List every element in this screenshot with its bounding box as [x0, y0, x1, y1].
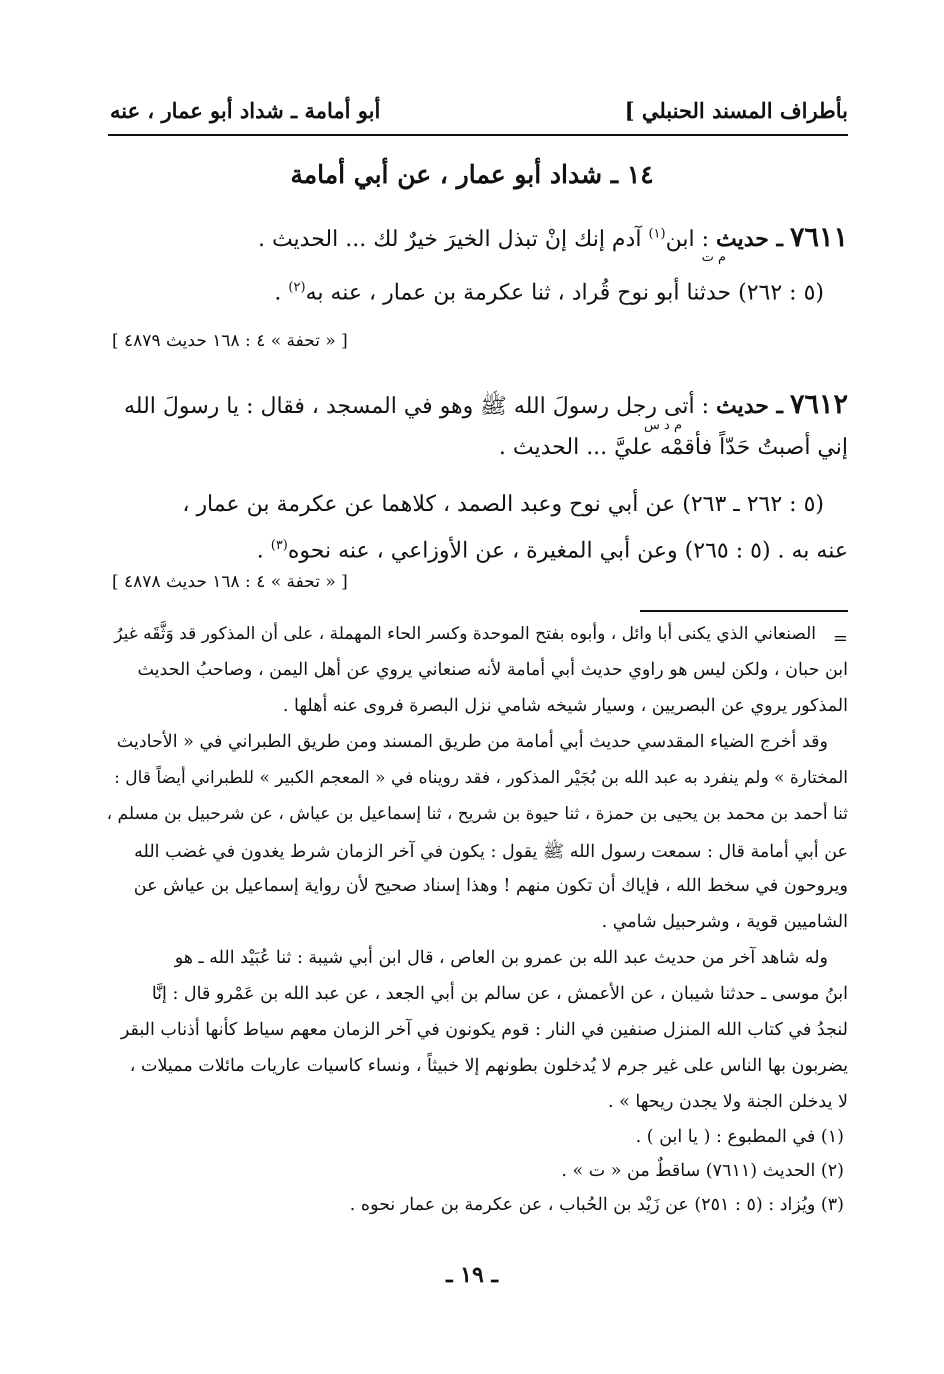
- footnote-line: ويروحون في سخط الله ، فإياك أن تكون منهم ! وهذا إسناد صحيح لأن رواية إسماعيل بن عياش عن: [133, 876, 848, 896]
- continuation-mark: =: [832, 628, 848, 649]
- section-title: ١٤ ـ شداد أبو عمار ، عن أبي أمامة: [290, 160, 654, 189]
- footnote-line: لا يدخلن الجنة ولا يجدن ريحها » .: [608, 1092, 848, 1112]
- footnote-line: ابن حبان ، ولكن ليس هو راوي حديث أبي أمامة لأنه صنعاني يروي عن أهل اليمن ، وصاحبُ الحديث: [137, 660, 848, 680]
- footnote-line: يضربون بها الناس على غير جرم لا يُدخلون بطونهم إلا خبيثاً ، ونساء كاسيات عاريات مائلات مميلات ،: [129, 1056, 848, 1076]
- hadith-number: ٧٦١٢: [789, 389, 848, 420]
- note-2: (٢) الحديث (٧٦١١) ساقطٌ من « ت » .: [561, 1161, 844, 1181]
- footnote-ref: (٣): [270, 538, 288, 553]
- hadith-7612-line-2: إني أصبتُ حَدّاً فأقمْه عليَّ ... الحديث .: [498, 435, 848, 460]
- footnote-ref: (٢): [288, 280, 306, 295]
- footnote-line: الشاميين قوية ، وشرحبيل شامي .: [601, 912, 848, 932]
- footnote-line: وله شاهد آخر من حديث عبد الله بن عمرو بن العاص ، قال ابن أبي شيبة : ثنا عُبَيْد الله ـ هو: [174, 948, 828, 968]
- hadith-label: ـ حديث: [716, 393, 783, 419]
- tuhfa-reference: [ « تحفة » ٤ : ١٦٨ حديث ٤٨٧٩ ]: [112, 331, 348, 351]
- source-end: .: [274, 280, 282, 306]
- hadith-text: : أتى رجل رسولَ الله ﷺ وهو في المسجد ، فقال : يا رسولَ الله: [124, 394, 709, 419]
- footnote-line: ابنُ موسى ـ حدثنا شيبان ، عن الأعمش ، عن سالم بن أبي الجعد ، عن عبد الله بن عَمْرو قال : إنَّا: [151, 984, 848, 1004]
- hadith-7612-source-1: (٥ : ٢٦٢ ـ ٢٦٣) عن أبي نوح وعبد الصمد ، كلاهما عن عكرمة بن عمار ،: [182, 492, 824, 517]
- page-number: ـ ١٩ ـ: [446, 1262, 498, 1288]
- hadith-label: ـ حديث: [716, 226, 783, 252]
- footnote-line: المذكور يروي عن البصريين ، وسيار شيخه شامي نزل البصرة فروى عنه أهلها .: [282, 696, 848, 716]
- note-1: (١) في المطبوع : ( يا ابن ) .: [635, 1127, 844, 1147]
- footnote-line: الصنعاني الذي يكنى أبا وائل ، وأبوه بفتح الموحدة وكسر الحاء المهملة ، على أن المذكور قد وَثَّقَه غيرُ: [114, 624, 816, 644]
- header-rule: [108, 134, 848, 136]
- footnote-line: ثنا أحمد بن محمد بن يحيى بن حمزة ، ثنا حيوة بن شريح ، ثنا إسماعيل بن عياش ، عن شرحبيل بن مسلم ،: [106, 804, 848, 824]
- footnote-rule: [640, 610, 848, 612]
- source-end: .: [256, 538, 264, 564]
- footnote-line: المختارة » ولم ينفرد به عبد الله بن بُجَيْر المذكور ، فقد رويناه في « المعجم الكبير » للطبراني أيضاً قال :: [114, 768, 848, 788]
- hadith-7611-line: [258, 222, 848, 253]
- footnote-ref: (١): [648, 226, 666, 242]
- hadith-text: : ابن: [665, 227, 709, 252]
- sigla-marks: م د س: [644, 418, 682, 433]
- tuhfa-reference: [ « تحفة » ٤ : ١٦٨ حديث ٤٨٧٨ ]: [112, 572, 348, 592]
- running-header-book-title: بأطراف المسند الحنبلي ]: [624, 98, 848, 123]
- footnote-line: لنجدُ في كتاب الله المنزل صنفين في النار : قوم يكونون في آخر الزمان معهم سياط كأنها أذناب البقر: [120, 1020, 848, 1040]
- source-text: عنه به . (٥ : ٢٦٥) وعن أبي المغيرة ، عن الأوزاعي ، عنه نحوه: [287, 538, 848, 564]
- hadith-text: آدم إنك إنْ تبذل الخيرَ خيرٌ لك ... الحديث .: [257, 227, 642, 252]
- running-header-chapter: أبو أمامة ـ شداد أبو عمار ، عنه: [110, 98, 381, 123]
- hadith-7611-source: [274, 280, 824, 305]
- hadith-number: ٧٦١١: [789, 222, 848, 253]
- source-text: (٥ : ٢٦٢) حدثنا أبو نوح قُراد ، ثنا عكرمة بن عمار ، عنه به: [305, 280, 824, 306]
- sigla-marks: م ت: [701, 250, 726, 265]
- hadith-7612-line-1: [124, 389, 848, 424]
- hadith-7612-source-2: [257, 538, 848, 563]
- note-3: (٣) ويُزاد : (٥ : ٢٥١) عن زَيْد بن الحُباب ، عن عكرمة بن عمار نحوه .: [349, 1195, 844, 1215]
- footnote-line: عن أبي أمامة قال : سمعت رسول الله ﷺ يقول : يكون في آخر الزمان شرط يغدون في غضب الله: [134, 842, 848, 862]
- footnote-line: وقد أخرج الضياء المقدسي حديث أبي أمامة من طريق المسند ومن طريق الطبراني في « الأحاديث: [116, 732, 828, 752]
